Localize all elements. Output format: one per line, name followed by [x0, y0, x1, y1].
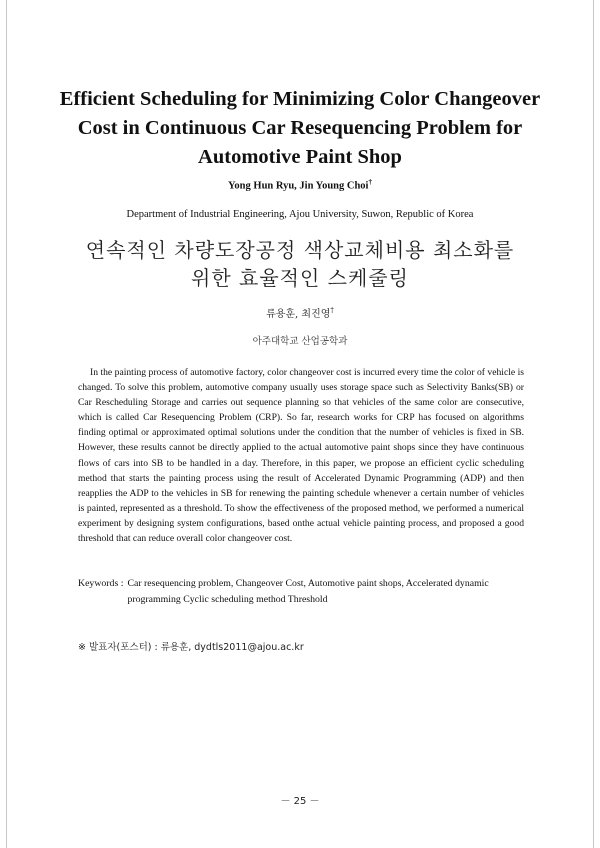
korean-title: [40, 236, 560, 292]
korean-title-line: 연속적인 차량도장공정 색상교체비용 최소화를: [85, 238, 515, 262]
korean-author-list: [0, 305, 600, 320]
page-border-left: [6, 0, 7, 848]
page-border-right: [593, 0, 594, 848]
paper-title: [40, 85, 560, 172]
author-names: Yong Hun Ryu, Jin Young Choi: [228, 180, 369, 192]
affiliation: Department of Industrial Engineering, Ajou University, Suwon, Republic of Korea: [126, 209, 474, 220]
presenter-footnote: ※ 발표자(포스터) : 류용훈, dydtls2011@ajou.ac.kr: [78, 642, 304, 653]
title-line: Cost in Continuous Car Resequencing Problem for: [77, 117, 523, 139]
corresponding-author-mark: †: [368, 178, 372, 186]
korean-author-names: 류용훈, 최진영: [266, 309, 331, 320]
keywords: [78, 576, 528, 608]
title-line: Automotive Paint Shop: [198, 146, 402, 168]
korean-corresponding-author-mark: †: [330, 306, 334, 315]
korean-affiliation: 아주대학교 산업공학과: [252, 336, 348, 347]
keywords-text: Car resequencing problem, Changeover Cost, Automotive paint shops, Accelerated dynamic programming Cyclic scheduling method Threshold: [127, 578, 489, 605]
page-number: － 25 －: [280, 796, 320, 807]
korean-title-line: 위한 효율적인 스케줄링: [191, 266, 409, 290]
keywords-label: Keywords :: [78, 578, 124, 589]
author-list: [0, 178, 600, 192]
abstract-text: In the painting process of automotive factory, color changeover cost is incurred every time the color of vehicle is changed. To solve this problem, automotive company usually uses storage space such as Selectivity Banks(SB) or Car Rescheduling Storage and carries out sequence planning so that vehicles of the same color are consecutive, which is called Car Resequencing Problem (CRP). So far, research works for CRP has focused on algorithms finding optimal or approximated optimal solutions under the condition that the number of vehicles is fixed in SB. However, these results cannot be directly applied to the actual automotive paint shops since they have continuous flows of cars into SB to be handled in a day. Therefore, in this paper, we propose an efficient cyclic scheduling method that starts the painting process using the result of Accelerated Dynamic Programming (ADP) and then reapplies the ADP to the vehicles in SB for renewing the painting schedule whenever a certain number of vehicles is painted, represented as a threshold. To show the effectiveness of the proposed method, we performed a numerical experiment by designing system configurations, based onthe actual vehicle painting process, and proposed a good threshold that can reduce overall color changeover cost.: [78, 367, 524, 545]
title-line: Efficient Scheduling for Minimizing Color Changeover: [59, 88, 541, 110]
